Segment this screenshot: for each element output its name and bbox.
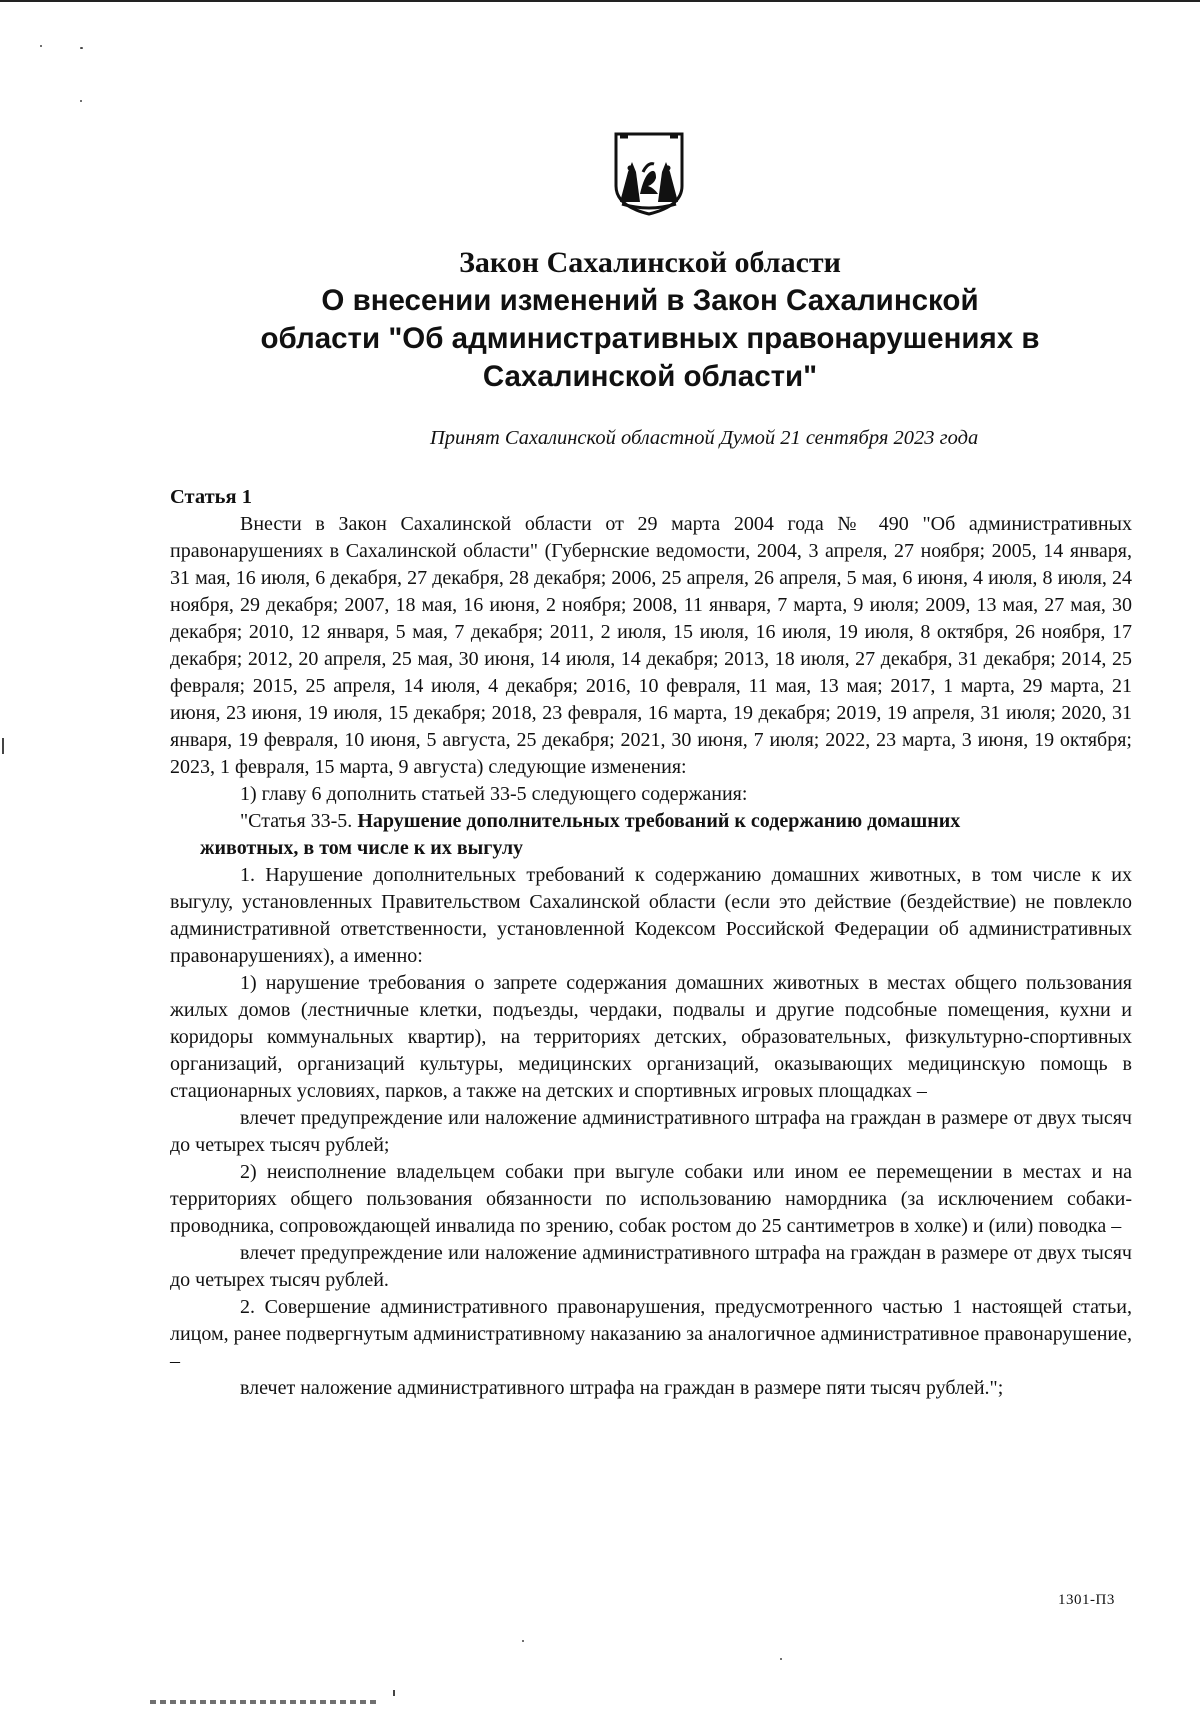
title-line-4: Сахалинской области" xyxy=(482,360,818,393)
intro-paragraph: Внести в Закон Сахалинской области от 29 марта 2004 года № 490 "Об административных правонарушениях в Сахалинской области" (Губернские ведомости, 2004, 3 апреля, 27 ноября; 2005, 14 января, 31 мая, 16 июля, 6 декабря, 27 декабря, 28 декабря; 2006, 25 апреля, 26 апреля, 5 мая, 6 июня, 4 июля, 8 июля, 24 ноября, 29 декабря; 2007, 18 мая, 16 июня, 2 ноября; 2008, 11 января, 7 марта, 9 июля; 2009, 13 мая, 27 мая, 30 декабря; 2010, 12 января, 5 мая, 7 декабря; 2011, 2 июля, 15 июля, 16 июля, 19 июля, 8 октября, 26 ноября, 17 декабря; 2012, 20 апреля, 25 мая, 30 июня, 14 июля, 14 декабря; 2013, 18 июля, 27 декабря, 31 декабря; 2014, 25 февраля; 2015, 25 апреля, 14 июля, 4 декабря; 2016, 10 февраля, 11 мая, 13 мая; 2017, 1 марта, 29 марта, 21 июня, 23 июня, 19 июля, 15 декабря; 2018, 23 февраля, 16 марта, 19 декабря; 2019, 19 апреля, 31 июля; 2020, 31 января, 19 февраля, 10 июня, 5 августа, 25 декабря; 2021, 30 июня, 7 июля; 2022, 23 марта, 3 июня, 19 октября; 2023, 1 февраля, 15 марта, 9 августа) следующие изменения: xyxy=(170,513,1132,778)
scan-border-top xyxy=(0,0,1200,2)
scan-speck xyxy=(522,1640,524,1642)
amendment-item-1: 1) главу 6 дополнить статьей 33-5 следующего содержания: xyxy=(240,783,748,805)
adoption-note: Принят Сахалинской областной Думой 21 сентября 2023 года xyxy=(430,427,979,449)
document-body xyxy=(170,484,1132,1402)
sakhalin-coat-of-arms-icon xyxy=(610,132,688,216)
part-2: 2. Совершение административного правонарушения, предусмотренного частью 1 настоящей статьи, лицом, ранее подвергнутым административному наказанию за аналогичное административное правонарушение, – xyxy=(170,1296,1132,1372)
part-1: 1. Нарушение дополнительных требований к содержанию домашних животных, в том числе к их выгулу, установленных Правительством Сахалинской области (если это действие (бездействие) не повлекло административной ответственности, установленной Кодексом Российской Федерации об административных правонарушениях), а именно: xyxy=(170,864,1132,967)
document-title xyxy=(170,244,1130,396)
part-1-item-1: 1) нарушение требования о запрете содержания домашних животных в местах общего пользования жилых домов (лестничные клетки, подъезды, чердаки, подвалы и другие подсобные помещения, кухни и коридоры коммунальных квартир), на территориях детских, образовательных, физкультурно-спортивных организаций, организаций культуры, медицинских организаций, оказывающих медицинскую помощь в стационарных условиях, парков, а также на детских и спортивных игровых площадках – xyxy=(170,972,1132,1102)
scan-speck xyxy=(393,1690,395,1696)
title-line-3: области "Об административных правонарушениях в xyxy=(260,322,1040,355)
scan-speck xyxy=(2,738,4,754)
part-1-item-1-penalty: влечет предупреждение или наложение административного штрафа на граждан в размере от двух тысяч до четырех тысяч рублей; xyxy=(170,1107,1132,1156)
scan-speck xyxy=(80,100,82,102)
new-article-prefix: "Статья 33-5. xyxy=(240,810,358,832)
scan-speck xyxy=(780,1658,782,1660)
part-2-penalty: влечет наложение административного штрафа на граждан в размере пяти тысяч рублей."; xyxy=(240,1377,1004,1399)
scan-speck xyxy=(80,47,83,49)
article-heading: Статья 1 xyxy=(170,486,252,508)
title-line-2: О внесении изменений в Закон Сахалинской xyxy=(321,284,979,317)
document-code: 1301-П3 xyxy=(1058,1592,1115,1608)
title-line-1: Закон Сахалинской области xyxy=(459,246,841,279)
scan-speck xyxy=(40,45,42,47)
scan-border-bottom xyxy=(150,1700,380,1704)
new-article-title-b: животных, в том числе к их выгулу xyxy=(200,837,524,859)
new-article-heading xyxy=(170,808,1132,835)
new-article-title-a: Нарушение дополнительных требований к содержанию домашних xyxy=(357,810,961,832)
part-1-item-2: 2) неисполнение владельцем собаки при выгуле собаки или ином ее перемещении в местах и на территориях общего пользования обязанности по использованию намордника (за исключением собаки-проводника, сопровождающей инвалида по зрению, собак ростом до 25 сантиметров в холке) и (или) поводка – xyxy=(170,1161,1132,1237)
part-1-item-2-penalty: влечет предупреждение или наложение административного штрафа на граждан в размере от двух тысяч до четырех тысяч рублей. xyxy=(170,1242,1132,1291)
